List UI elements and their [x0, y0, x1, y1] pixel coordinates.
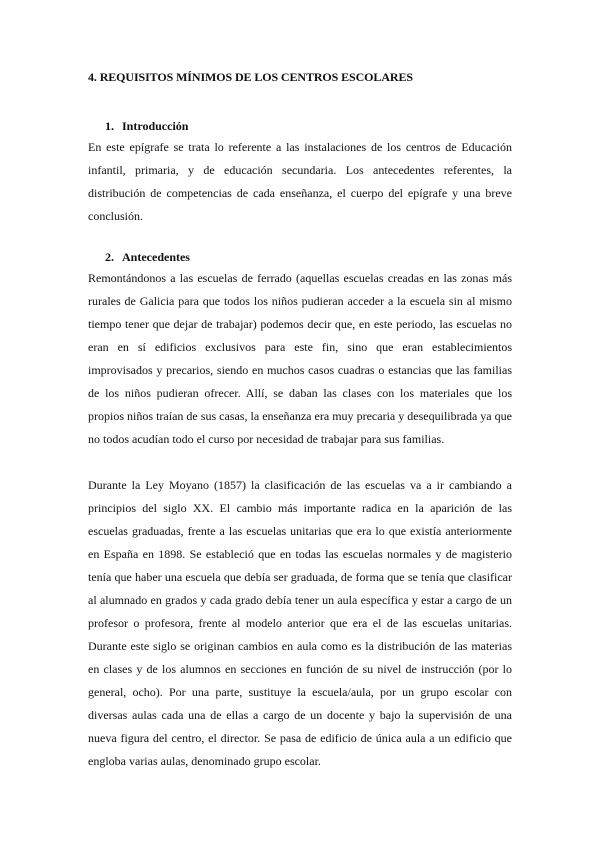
section-heading — [88, 119, 512, 134]
paragraph: Durante la Ley Moyano (1857) la clasificación de las escuelas va a ir cambiando a principios del siglo XX. El cambio más importante radica en la aparición de las escuelas graduadas, frente a las escuelas unitarias que era lo que existía anteriormente en España en 1898. Se estableció que en todas las escuelas normales y de magisterio tenía que haber una escuela que debía ser graduada, de forma que se tenía que clasificar al alumnado en grados y cada grado debía tener un aula específica y estar a cargo de un profesor o profesora, frente al modelo anterior que era el de las escuelas unitarias. Durante este siglo se originan cambios en aula como es la distribución de las materias en clases y de los alumnos en secciones en función de su nivel de instrucción (por lo general, ocho). Por una parte, sustituye la escuela/aula, por un grupo escolar con diversas aulas cada una de ellas a cargo de un docente y bajo la supervisión de una nueva figura del centro, el director. Se pasa de edificio de única aula a un edificio que engloba varias aulas, denominado grupo escolar. — [88, 478, 512, 768]
section-number: 1. — [105, 119, 114, 133]
section-title: Introducción — [122, 119, 189, 133]
paragraph: En este epígrafe se trata lo referente a las instalaciones de los centros de Educación infantil, primaria, y de educación secundaria. Los antecedentes referentes, la distribución de competencias de cada enseñanza, el cuerpo del epígrafe y una breve conclusión. — [88, 140, 512, 223]
section-heading — [88, 250, 512, 265]
section-introduccion — [88, 119, 512, 228]
section-title: Antecedentes — [122, 250, 190, 264]
section-number: 2. — [105, 250, 114, 264]
section-antecedentes — [88, 250, 512, 773]
page-title: 4. REQUISITOS MÍNIMOS DE LOS CENTROS ESCOLARES — [88, 70, 413, 84]
paragraph: Remontándonos a las escuelas de ferrado (aquellas escuelas creadas en las zonas más rurales de Galicia para que todos los niños pudieran acceder a la escuela sin al mismo tiempo tener que dejar de trabajar) podemos decir que, en este periodo, las escuelas no eran en sí edificios exclusivos para este fin, sino que eran establecimientos improvisados y precarios, siendo en muchos casos cuadras o estancias que las familias de los niños pudieran ofrecer. Allí, se daban las clases con los materiales que los propios niños traían de sus casas, la enseñanza era muy precaria y desequilibrada ya que no todos acudían todo el curso por necesidad de trabajar para sus familias. — [88, 271, 512, 446]
